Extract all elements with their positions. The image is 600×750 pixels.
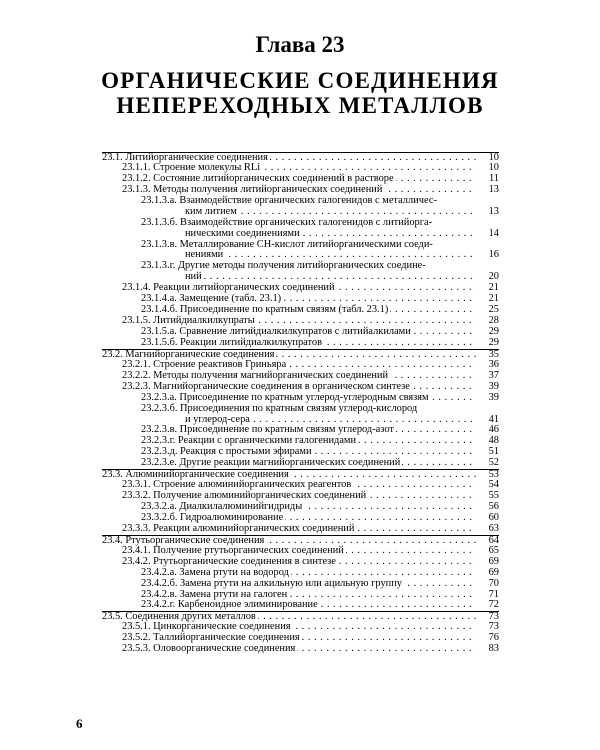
- toc-entry-title: 23.3.2.а. Диалкилалюминийгидриды: [141, 501, 303, 512]
- toc-entry: [102, 218, 499, 229]
- chapter-title-line-1: ОРГАНИЧЕСКИЕ СОЕДИНЕНИЯ: [101, 68, 499, 93]
- toc-entry-title: 23.4.1. Получение ртутьорганических соединений: [122, 544, 344, 556]
- toc-entry-title: 23.2.3.е. Другие реакции магнийорганических соединений: [141, 457, 401, 469]
- chapter-title-line-2: НЕПЕРЕХОДНЫХ МЕТАЛЛОВ: [116, 93, 484, 118]
- toc-entry: [102, 393, 499, 404]
- toc-entry-page: 10: [488, 152, 499, 163]
- toc-entry-title: 23.1.3.б. Взаимодействие органических галогенидов с литийорга-: [141, 216, 433, 228]
- toc-entry-title: 23.1.5.а. Сравнение литийдиалкилкупратов с литийалкилами: [141, 326, 411, 337]
- toc-entry: [102, 338, 499, 349]
- toc-entry-title: 23.4.2.в. Замена ртути на галоген: [141, 588, 288, 600]
- toc-entry-title: 23.3.2.б. Гидроалюминирование: [141, 511, 284, 523]
- toc-entry-title: 23.2.2. Методы получения магнийорганических соединений: [122, 369, 389, 381]
- toc-entry-page: 51: [488, 446, 499, 458]
- toc-entry-page: 29: [488, 326, 499, 337]
- toc-entry-page: 73: [488, 621, 499, 633]
- toc-entry-title: ническими соединениями: [185, 227, 300, 239]
- toc-entry-title: 23.5.2. Таллийорганические соединения: [122, 632, 300, 644]
- toc-entry-page: 25: [488, 304, 499, 316]
- toc-entry-page: 36: [488, 358, 499, 370]
- toc-entry-title: 23.4.2.а. Замена ртути на водород: [141, 566, 289, 578]
- toc-entry-title: 23.1. Литийорганические соединения: [102, 152, 268, 163]
- toc-entry-title: 23.5.3. Оловоорганические соединения: [122, 643, 296, 655]
- toc-entry-page: 46: [488, 424, 499, 436]
- toc-entry-page: 55: [488, 490, 499, 502]
- toc-entry-title: 23.2.3.в. Присоединение по кратным связям углерод-азот: [141, 424, 394, 436]
- toc-entry-page: 69: [488, 555, 499, 567]
- toc-entry: [102, 458, 499, 469]
- toc-entry-title: 23.5.1. Цинкорганические соединения: [122, 621, 291, 633]
- toc-entry-title: 23.1.5.б. Реакции литийдиалкилкупратов: [141, 336, 323, 348]
- toc-entry-title: 23.2.3.б. Присоединения по кратным связям углерод-кислород: [141, 402, 418, 414]
- toc-entry-page: 71: [488, 588, 499, 600]
- toc-entry-page: 63: [488, 522, 499, 534]
- toc-entry-title: 23.1.4.б. Присоединение по кратным связям (табл. 23.1): [141, 304, 389, 316]
- toc-entry-title: 23.1.3.а. Взаимодействие органических галогенидов с металличес-: [141, 194, 437, 206]
- toc-entry-page: 70: [488, 577, 499, 589]
- toc-entry-title: 23.2.3. Магнийорганические соединения в органическом синтезе: [122, 380, 410, 392]
- toc-entry-title: 23.2.3.д. Реакция с простыми эфирами: [141, 446, 312, 458]
- toc-entry-page: 13: [488, 205, 499, 217]
- toc-entry: [102, 229, 499, 240]
- toc-entry-title: 23.4. Ртутьорганические соединения: [102, 534, 265, 546]
- toc-entry-page: 72: [488, 599, 499, 611]
- toc-entry-title: 23.1.4. Реакции литийорганических соединений: [122, 282, 335, 294]
- toc-entry: [102, 524, 499, 535]
- toc-entry-page: 29: [488, 336, 499, 348]
- toc-entry: [102, 196, 499, 207]
- toc-entry-title: 23.4.2. Ртутьорганические соединения в синтезе: [122, 555, 336, 567]
- toc-entry-title: 23.3.3. Реакции алюминийорганических соединений: [122, 522, 355, 534]
- toc-entry: [102, 404, 499, 415]
- toc-entry-title: 23.1.3. Методы получения литийорганических соединений: [122, 183, 383, 195]
- toc-entry-title: 23.1.4.а. Замещение (табл. 23.1): [141, 293, 282, 305]
- toc-entry-page: 73: [488, 611, 499, 623]
- toc-entry-page: 21: [488, 282, 499, 294]
- toc-entry: [102, 568, 499, 579]
- toc-entry: [102, 579, 499, 590]
- toc-entry-title: 23.4.2.б. Замена ртути на алкильную или ацильную группу: [141, 577, 403, 589]
- toc-entry-page: 52: [488, 457, 499, 469]
- toc-entry-title: 23.1.2. Состояние литийорганических соединений в растворе: [122, 172, 394, 184]
- toc-entry-page: 41: [488, 413, 499, 425]
- toc-entry-title: 23.5. Соединения других металлов: [102, 611, 256, 623]
- toc-entry: [102, 557, 499, 568]
- toc-entry-page: 39: [488, 391, 499, 403]
- toc-entry-page: 21: [488, 293, 499, 305]
- toc-entry-title: 23.1.3.г. Другие методы получения литийорганических соедине-: [141, 260, 426, 272]
- toc-entry: [102, 207, 499, 218]
- toc-entry-title: 23.3.2. Получение алюминийорганических соединений: [122, 490, 367, 502]
- toc-entry-page: 53: [488, 469, 499, 481]
- toc-entry-title: 23.2.1. Строение реактивов Гриньяра: [122, 358, 287, 370]
- toc-entry-page: 76: [488, 632, 499, 644]
- toc-entry-page: 69: [488, 566, 499, 578]
- chapter-heading: Глава 23: [255, 32, 345, 57]
- toc-entry-page: 64: [488, 534, 499, 546]
- toc-entry-page: 60: [488, 511, 499, 523]
- toc-entry-page: 83: [488, 643, 499, 655]
- toc-entry-page: 16: [488, 249, 499, 261]
- toc-entry-page: 35: [488, 348, 499, 360]
- toc-entry: [102, 240, 499, 251]
- toc-entry-page: 14: [488, 227, 499, 239]
- toc-entry-title: 23.3. Алюминийорганические соединения: [102, 469, 289, 481]
- toc-entry-page: 11: [488, 172, 499, 184]
- toc-entry-page: 28: [488, 315, 499, 327]
- toc-entry-page: 39: [488, 380, 499, 392]
- toc-entry-title: 23.1.3.в. Металлирование CH-кислот литийорганическими соеди-: [141, 238, 433, 250]
- toc-entry-page: 37: [488, 369, 499, 381]
- toc-entry-title: 23.2.3.а. Присоединение по кратным углерод-углеродным связям: [141, 391, 429, 403]
- chapter-title: [0, 68, 600, 118]
- toc-entry-title: и углерод-сера: [185, 413, 250, 425]
- toc-entry: [102, 261, 499, 272]
- toc-entry-title: 23.1.1. Строение молекулы RLi: [122, 161, 261, 173]
- toc-entry-page: 56: [488, 501, 499, 512]
- toc-entry-title: 23.4.2.г. Карбеноидное элиминирование: [141, 599, 318, 611]
- toc-entry-title: 23.3.1. Строение алюминийорганических реагентов: [122, 479, 352, 491]
- toc-entry: [102, 600, 499, 611]
- toc-entry-title: ким литием: [185, 205, 237, 217]
- toc-entry-page: 13: [488, 183, 499, 195]
- toc-entry-page: 54: [488, 479, 499, 491]
- toc-entry-page: 65: [488, 544, 499, 556]
- toc-entry-title: 23.2. Магнийорганические соединения: [102, 348, 275, 360]
- toc-entry-title: нениями: [185, 249, 224, 261]
- toc-entry-page: 20: [488, 271, 499, 283]
- toc-entry-page: 48: [488, 435, 499, 447]
- toc-entry: [102, 382, 499, 393]
- page-number: 6: [76, 716, 83, 731]
- toc-entry-title: 23.1.5. Литийдиалкилкупраты: [122, 315, 255, 327]
- toc-entry-page: 10: [488, 161, 499, 173]
- table-of-contents: [102, 152, 499, 655]
- toc-entry: [102, 644, 499, 655]
- toc-entry-title: ний: [185, 271, 202, 283]
- toc-entry-title: 23.2.3.г. Реакции с органическими галогенидами: [141, 435, 357, 447]
